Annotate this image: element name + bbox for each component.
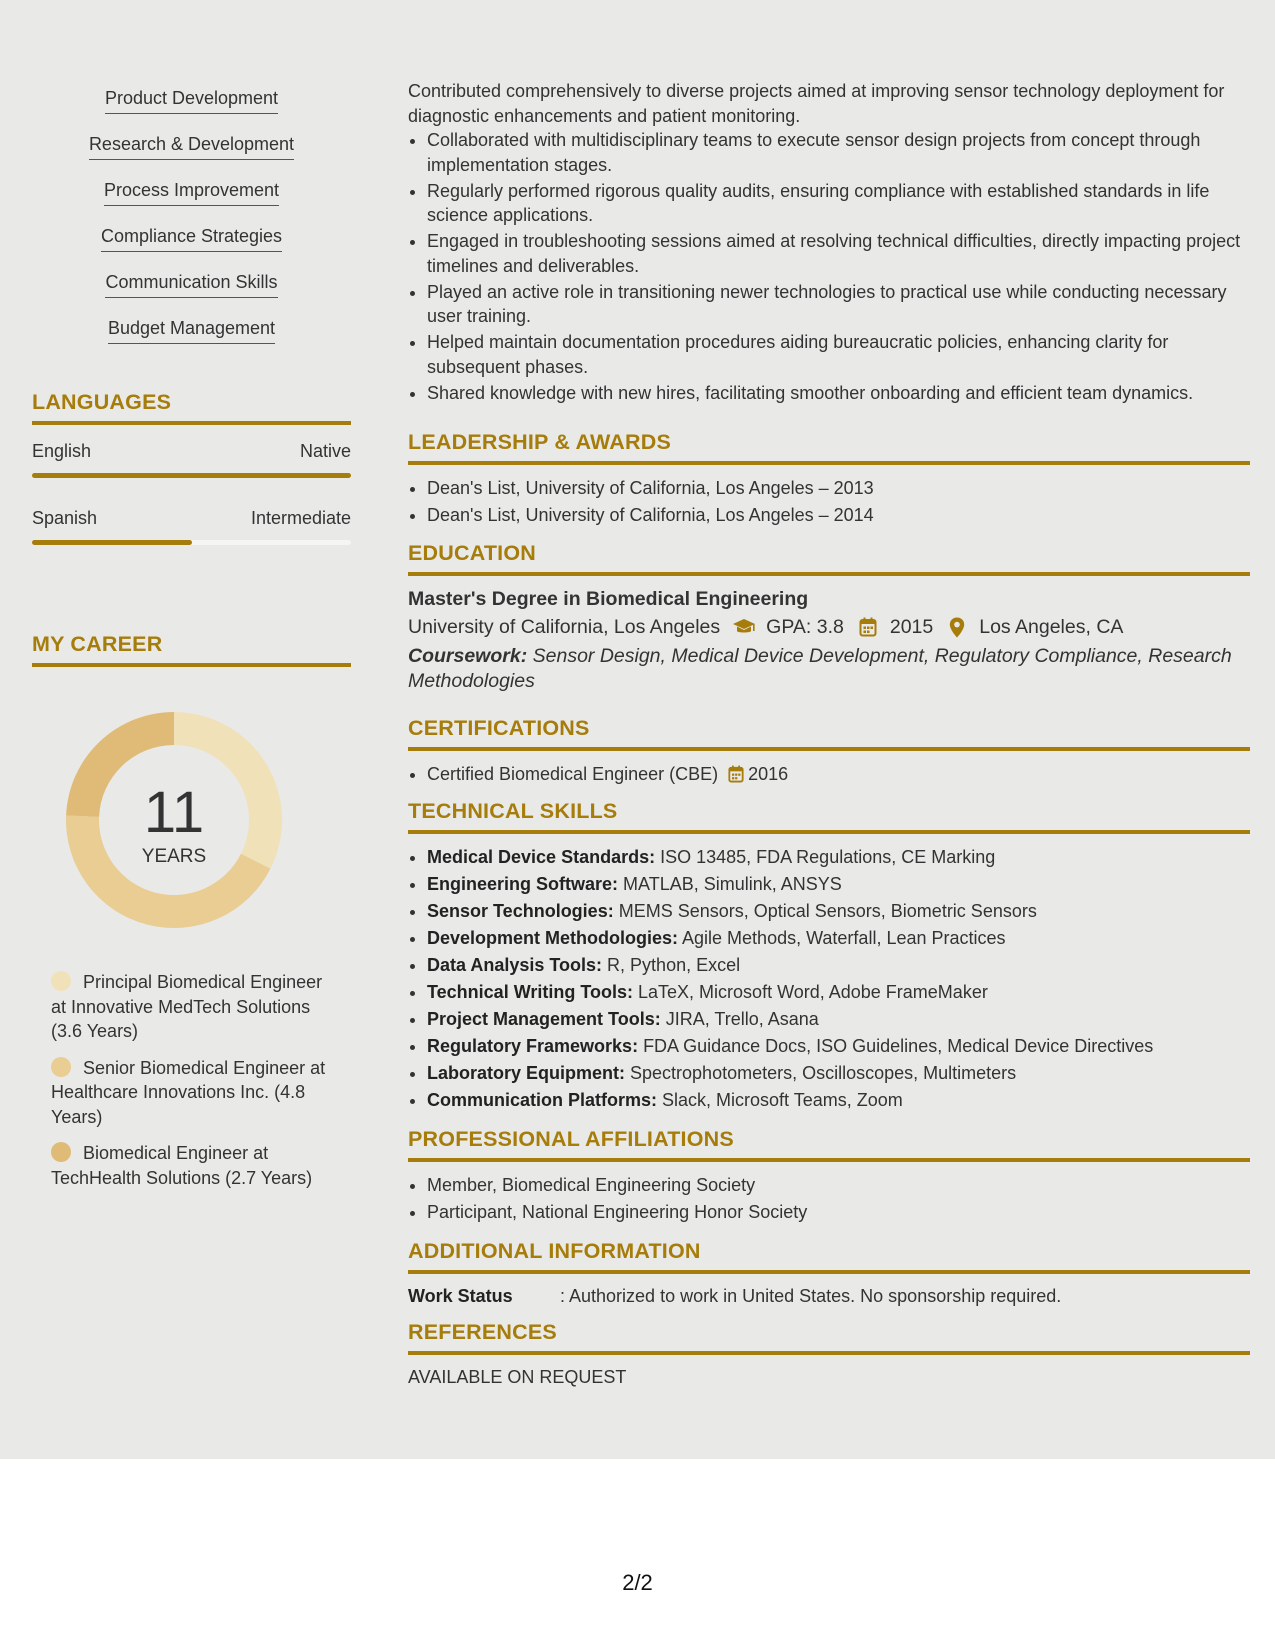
skill-category: Engineering Software: [427,874,619,894]
page-number: 2/2 [622,1570,653,1595]
legend-label: Principal Biomedical Engineer at Innovative MedTech Solutions (3.6 Years) [51,972,323,1041]
technical-skills-list [408,844,1250,1114]
skill-category: Development Methodologies: [427,928,679,948]
experience-bullet: • Shared knowledge with new hires, facilitating smoother onboarding and efficient team dynamics. [427,381,1250,406]
skill-values: ISO 13485, FDA Regulations, CE Marking [655,847,996,867]
skills-list [32,86,351,362]
career-section [32,632,351,1188]
language-proficiency-fill [32,473,351,478]
work-status-row [408,1284,1250,1308]
languages-title: LANGUAGES [32,390,351,425]
coursework-list: Sensor Design, Medical Device Development, Regulatory Compliance, Research Methodologies [408,645,1232,692]
award-item: • Dean's List, University of California, Los Angeles – 2013 [427,475,1250,502]
certification-name: Certified Biomedical Engineer (CBE) [427,764,719,784]
career-legend-item [51,1056,341,1130]
work-status-label: Work Status [408,1286,513,1306]
career-total-years: 11 [143,780,205,845]
technical-skill-item [427,844,1250,871]
language-row [32,439,351,478]
experience-bullet: • Engaged in troubleshooting sessions aimed at resolving technical difficulties, directly impacting project timelines and deliverables. [427,229,1250,278]
certifications-section [408,716,1250,791]
coursework-label: Coursework: [408,645,528,667]
career-total-unit: YEARS [141,846,207,867]
skill-category: Project Management Tools: [427,1009,661,1029]
skill-item: Product Development [105,86,278,114]
career-legend-item [51,1141,341,1190]
education-section [408,541,1250,694]
technical-skill-item [427,1006,1250,1033]
legend-dot [51,1057,71,1077]
certifications-title: CERTIFICATIONS [408,716,1250,751]
skill-item: Research & Development [89,132,294,160]
language-name: Spanish [32,508,98,528]
education-title: EDUCATION [408,541,1250,576]
language-level: Native [299,441,351,461]
technical-skill-item [427,871,1250,898]
skill-category: Sensor Technologies: [427,901,614,921]
technical-skill-item [427,1087,1250,1114]
experience-bullet: • Regularly performed rigorous quality audits, ensuring compliance with established standards in life science applications. [427,179,1250,228]
skill-category: Medical Device Standards: [427,847,656,867]
skill-values: Spectrophotometers, Oscilloscopes, Multimeters [625,1063,1017,1083]
technical-skills-section [408,799,1250,1114]
legend-label: Senior Biomedical Engineer at Healthcare Innovations Inc. (4.8 Years) [51,1057,326,1127]
language-proficiency-fill [32,540,192,545]
technical-skill-item [427,898,1250,925]
technical-skill-item [427,952,1250,979]
skill-item: Compliance Strategies [101,224,282,252]
skill-values: Slack, Microsoft Teams, Zoom [657,1090,903,1110]
certification-year: 2016 [748,764,789,784]
graduation-year: 2015 [889,616,934,638]
skill-category: Regulatory Frameworks: [427,1036,639,1056]
language-row [32,506,351,545]
awards-section [408,430,1250,529]
languages-section [32,390,351,545]
skill-category: Laboratory Equipment: [427,1063,626,1083]
technical-skills-title: TECHNICAL SKILLS [408,799,1250,834]
language-name: English [32,441,92,461]
affiliations-section [408,1127,1250,1226]
additional-info-section [408,1239,1250,1308]
calendar-icon [856,616,880,638]
skill-values: FDA Guidance Docs, ISO Guidelines, Medical Device Directives [638,1036,1154,1056]
technical-skill-item [427,1033,1250,1060]
career-donut-chart [64,710,292,938]
career-title: MY CAREER [32,632,351,667]
experience-details [408,79,1250,407]
work-status-value: : Authorized to work in United States. No sponsorship required. [560,1286,1062,1306]
technical-skill-item [427,925,1250,952]
skill-values: MATLAB, Simulink, ANSYS [618,874,842,894]
experience-bullet: • Collaborated with multidisciplinary teams to execute sensor design projects from concept through implementation stages. [427,128,1250,177]
awards-title: LEADERSHIP & AWARDS [408,430,1250,465]
skill-item: Communication Skills [105,270,277,298]
skill-category: Data Analysis Tools: [427,955,603,975]
references-text: AVAILABLE ON REQUEST [408,1367,627,1387]
skill-category: Technical Writing Tools: [427,982,634,1002]
education-meta [408,612,1250,642]
skill-values: R, Python, Excel [602,955,741,975]
career-legend [51,970,341,1202]
degree-name: Master's Degree in Biomedical Engineering [408,588,809,610]
experience-bullet: • Played an active role in transitioning newer technologies to practical use while conducting necessary user training. [427,280,1250,329]
language-proficiency-bar [32,540,351,545]
references-section [408,1320,1250,1389]
education-location: Los Angeles, CA [979,616,1124,638]
language-level: Intermediate [250,508,351,528]
legend-dot [51,971,71,991]
career-legend-item [51,970,341,1044]
experience-bullet: • Helped maintain documentation procedures aiding bureaucratic policies, enhancing clarity for subsequent phases. [427,330,1250,379]
technical-skill-item [427,979,1250,1006]
legend-dot [51,1142,71,1162]
skill-values: JIRA, Trello, Asana [660,1009,819,1029]
school-name: University of California, Los Angeles [408,616,721,638]
certification-item [427,761,1250,791]
coursework [408,644,1250,694]
language-proficiency-bar [32,473,351,478]
experience-intro: Contributed comprehensively to diverse projects aimed at improving sensor technology deployment for diagnostic enhancements and patient monitoring. [408,81,1225,126]
location-pin-icon [945,616,969,638]
gpa: GPA: 3.8 [766,616,844,638]
affiliation-item: • Participant, National Engineering Honor Society [427,1199,1250,1226]
award-item: • Dean's List, University of California, Los Angeles – 2014 [427,502,1250,529]
additional-info-title: ADDITIONAL INFORMATION [408,1239,1250,1274]
experience-bullets [408,128,1250,405]
skill-item: Process Improvement [104,178,279,206]
skill-values: MEMS Sensors, Optical Sensors, Biometric Sensors [613,901,1037,921]
donut-center [64,782,284,868]
graduation-cap-icon [732,616,756,638]
skill-item: Budget Management [108,316,275,344]
technical-skill-item [427,1060,1250,1087]
skill-values: Agile Methods, Waterfall, Lean Practices [678,928,1006,948]
affiliations-title: PROFESSIONAL AFFILIATIONS [408,1127,1250,1162]
affiliation-item: • Member, Biomedical Engineering Society [427,1172,1250,1199]
calendar-icon [728,764,744,791]
references-title: REFERENCES [408,1320,1250,1355]
skill-category: Communication Platforms: [427,1090,658,1110]
legend-label: Biomedical Engineer at TechHealth Solutions (2.7 Years) [51,1143,313,1188]
skill-values: LaTeX, Microsoft Word, Adobe FrameMaker [633,982,988,1002]
